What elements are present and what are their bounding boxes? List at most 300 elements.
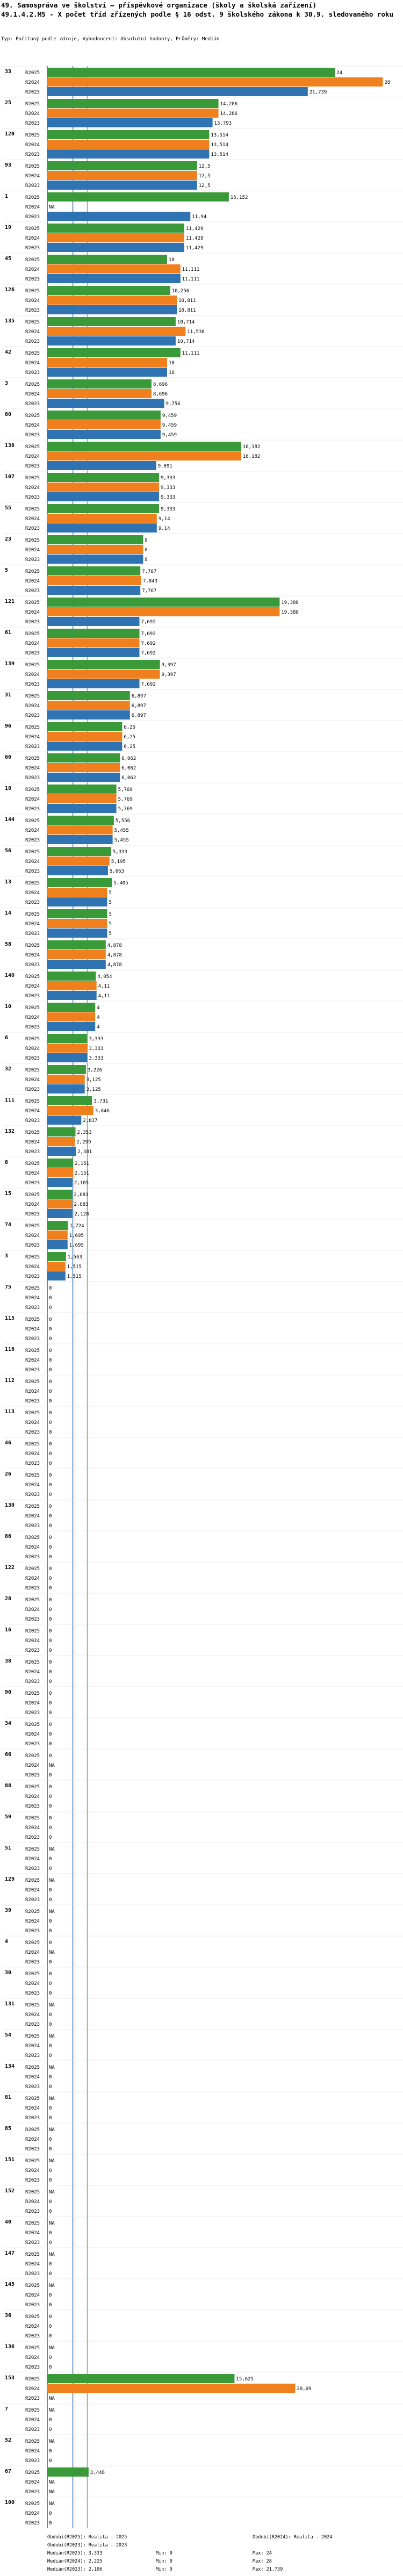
series-label: R2025 [25, 1629, 40, 1634]
group-label: 140 [5, 973, 15, 978]
bar-value-label: 5,455 [114, 838, 129, 843]
bar-value-label: 0 [49, 1336, 52, 1342]
series-label: R2025 [25, 1878, 40, 1883]
group-label: 15 [5, 1191, 12, 1197]
bar [47, 1044, 87, 1053]
bar-value-label: 5,769 [118, 787, 133, 793]
bar-value-label: 0 [49, 2022, 52, 2027]
bar-value-label: 11,111 [182, 277, 200, 282]
bar-value-label: 0 [49, 2314, 52, 2320]
series-label: R2025 [25, 2501, 40, 2507]
group-label: 7 [5, 2406, 9, 2412]
series-label: R2025 [25, 164, 40, 169]
group-label: 34 [5, 1721, 12, 1726]
series-label: R2023 [25, 1617, 40, 1622]
bar-value-label: 0 [49, 1305, 52, 1311]
series-label: R2023 [25, 1555, 40, 1560]
group-label: 122 [5, 1565, 15, 1571]
series-label: R2024 [25, 392, 40, 397]
bar-value-label: 9,397 [161, 663, 176, 668]
series-label: R2024 [25, 2480, 40, 2485]
series-label: R2023 [25, 557, 40, 563]
series-label: R2025 [25, 289, 40, 294]
series-label: R2025 [25, 1504, 40, 1509]
bar-value-label: 0 [49, 1545, 52, 1550]
series-label: R2024 [25, 859, 40, 865]
group-label: 54 [5, 2032, 12, 2038]
bar [47, 1127, 76, 1136]
bar-value-label: 0 [49, 2458, 52, 2464]
bar-value-label: 15,625 [236, 2377, 254, 2382]
series-label: R2025 [25, 1130, 40, 1135]
group-label: 93 [5, 162, 12, 168]
bar [47, 576, 141, 585]
series-label: R2024 [25, 2199, 40, 2205]
bar-value-label: 13,514 [211, 133, 228, 138]
chart-subtitle: Typ: Počitaný podle zdroje, Vyhodnocení: Absolutní hodnoty, Průměry: Medián [1, 37, 220, 42]
bar-value-label: 7,767 [142, 588, 157, 594]
bar-value-label: 4,878 [107, 962, 122, 968]
bar-value-label: 0 [49, 2075, 52, 2080]
series-label: R2023 [25, 900, 40, 905]
group-label: 144 [5, 817, 15, 823]
bar-value-label: 4,054 [97, 974, 112, 980]
series-label: R2024 [25, 1046, 40, 1052]
group-label: 120 [5, 131, 15, 137]
series-label: R2023 [25, 152, 40, 157]
group-label: 121 [5, 599, 15, 605]
bar [47, 679, 140, 688]
bar [47, 981, 97, 990]
bar [47, 224, 184, 233]
bar-value-label: 16,182 [242, 454, 261, 459]
series-label: R2024 [25, 329, 40, 335]
series-label: R2025 [25, 2096, 40, 2102]
series-label: R2023 [25, 121, 40, 126]
group-label: 28 [5, 1596, 12, 1602]
series-label: R2023 [25, 713, 40, 718]
series-label: R2023 [25, 401, 40, 407]
series-label: R2023 [25, 2302, 40, 2308]
bar [47, 545, 143, 554]
series-label: R2025 [25, 2221, 40, 2226]
series-label: R2023 [25, 2116, 40, 2121]
bar-value-label: 2,151 [74, 1161, 90, 1167]
bar-value-label: 13,514 [211, 142, 228, 148]
series-label: R2025 [25, 1037, 40, 1042]
bar [47, 804, 117, 813]
bar [47, 461, 156, 470]
bar-value-label: 5,769 [118, 807, 133, 812]
series-label: R2023 [25, 1212, 40, 1217]
bar-value-label: 5 [109, 931, 112, 937]
series-label: R2023 [25, 775, 40, 781]
bar-value-label: 0 [49, 1379, 52, 1385]
bar-value-label: 19,388 [281, 600, 299, 606]
bar-value-label: NA [49, 1847, 55, 1852]
bar-value-label: 24 [336, 70, 343, 76]
bar-value-label: 2,837 [83, 1118, 98, 1124]
series-label: R2024 [25, 1389, 40, 1394]
bar [47, 504, 159, 513]
bar-value-label: 0 [49, 2178, 52, 2183]
series-label: R2023 [25, 588, 40, 594]
bar [47, 1231, 68, 1240]
series-label: R2023 [25, 1991, 40, 1996]
series-label: R2024 [25, 1358, 40, 1363]
bar [47, 1053, 87, 1062]
series-label: R2025 [25, 881, 40, 886]
bar-value-label: 9,459 [162, 423, 177, 428]
bar [47, 87, 308, 96]
series-label: R2025 [25, 351, 40, 356]
series-label: R2023 [25, 1866, 40, 1872]
series-label: R2024 [25, 2075, 40, 2080]
group-label: 23 [5, 536, 12, 542]
group-label: 10 [5, 1004, 12, 1010]
footer-cell: Max: 28 [253, 2559, 272, 2564]
bar [47, 389, 152, 398]
bar-value-label: 0 [49, 1638, 52, 1644]
bar [47, 492, 159, 501]
bar-value-label: 3,333 [89, 1046, 104, 1052]
bar [47, 243, 184, 252]
series-label: R2025 [25, 2034, 40, 2039]
series-label: R2025 [25, 2252, 40, 2257]
bar-value-label: 4,11 [98, 994, 110, 999]
series-label: R2024 [25, 1483, 40, 1488]
series-label: R2025 [25, 694, 40, 699]
series-label: R2025 [25, 195, 40, 200]
bar-value-label: 0 [49, 1835, 52, 1840]
series-label: R2023 [25, 1742, 40, 1747]
bar-value-label: 0 [49, 1461, 52, 1466]
bar-value-label: 10 [169, 257, 175, 263]
series-label: R2023 [25, 1679, 40, 1685]
series-label: R2024 [25, 1794, 40, 1800]
series-label: R2024 [25, 1109, 40, 1114]
group-label: 81 [5, 2095, 12, 2100]
bar-value-label: 5,063 [109, 869, 124, 874]
bar-value-label: 0 [49, 1816, 52, 1821]
series-label: R2025 [25, 2158, 40, 2164]
bar-value-label: 14,286 [220, 102, 238, 107]
series-label: R2025 [25, 756, 40, 761]
bar-value-label: 0 [49, 1492, 52, 1498]
bar-value-label: 3,125 [86, 1087, 101, 1092]
series-label: R2023 [25, 931, 40, 937]
series-label: R2023 [25, 464, 40, 469]
group-label: 38 [5, 1658, 12, 1664]
bar-value-label: 7,692 [141, 651, 156, 656]
series-label: R2025 [25, 2314, 40, 2320]
bar [47, 523, 157, 533]
series-label: R2025 [25, 1255, 40, 1260]
bar-value-label: NA [49, 2221, 55, 2226]
group-label: 26 [5, 1471, 12, 1477]
bar [47, 825, 113, 834]
bar-value-label: 0 [49, 1607, 52, 1613]
series-label: R2024 [25, 298, 40, 304]
series-label: R2025 [25, 1660, 40, 1665]
bar-value-label: 11,111 [182, 267, 200, 272]
group-label: 16 [5, 1627, 12, 1633]
bar-value-label: 4,878 [107, 943, 122, 948]
group-label: 130 [5, 1502, 15, 1508]
bar-value-label: 0 [49, 1473, 52, 1478]
series-label: R2023 [25, 1305, 40, 1311]
bar-value-label: 0 [49, 1576, 52, 1581]
series-label: R2024 [25, 1296, 40, 1301]
bar-value-label: 0 [49, 2365, 52, 2370]
bar-value-label: 0 [49, 1960, 52, 1965]
series-label: R2024 [25, 1732, 40, 1737]
series-label: R2025 [25, 1940, 40, 1946]
series-label: R2023 [25, 1399, 40, 1404]
bar-value-label: 0 [49, 1660, 52, 1665]
series-label: R2023 [25, 1492, 40, 1498]
bar-value-label: 0 [49, 1514, 52, 1519]
bar-value-label: NA [49, 2190, 55, 2195]
group-label: 60 [5, 754, 12, 760]
bar-value-label: 0 [49, 2137, 52, 2142]
series-label: R2024 [25, 766, 40, 771]
bar-value-label: NA [49, 2003, 55, 2008]
bar-value-label: 12,5 [198, 174, 211, 179]
group-label: 86 [5, 1534, 12, 1539]
series-label: R2025 [25, 1411, 40, 1416]
group-label: 90 [5, 1689, 12, 1695]
series-label: R2025 [25, 1379, 40, 1385]
group-label: 56 [5, 848, 12, 854]
bar [47, 171, 197, 180]
series-label: R2024 [25, 174, 40, 179]
series-label: R2023 [25, 277, 40, 282]
series-label: R2023 [25, 620, 40, 625]
group-label: 152 [5, 2188, 15, 2194]
bar [47, 1065, 86, 1074]
bar-value-label: NA [49, 2489, 55, 2495]
series-label: R2025 [25, 1691, 40, 1696]
bar-value-label: 13,793 [214, 121, 232, 126]
bar-value-label: 3,333 [89, 1037, 104, 1042]
series-label: R2024 [25, 2262, 40, 2267]
bar [47, 991, 97, 1000]
bar [47, 1252, 66, 1261]
series-label: R2024 [25, 516, 40, 522]
series-label: R2023 [25, 2271, 40, 2277]
group-label: 96 [5, 723, 12, 729]
bar [47, 940, 106, 949]
bar-value-label: NA [49, 2396, 55, 2401]
bar-value-label: 0 [49, 1420, 52, 1426]
bar [47, 1209, 73, 1218]
bar [47, 785, 117, 794]
bar-value-label: NA [49, 2439, 55, 2444]
group-label: 135 [5, 318, 15, 324]
series-label: R2024 [25, 548, 40, 553]
bar [47, 794, 117, 803]
bar-value-label: 0 [49, 1617, 52, 1622]
series-label: R2023 [25, 1274, 40, 1279]
series-label: R2025 [25, 133, 40, 138]
bar-value-label: NA [49, 2158, 55, 2164]
footer-cell: Období(R2025): Realita - 2025 [47, 2535, 127, 2540]
series-label: R2025 [25, 2345, 40, 2351]
series-label: R2025 [25, 476, 40, 481]
bar [47, 1178, 73, 1187]
bar-value-label: 16,182 [242, 444, 261, 450]
bar-value-label: 15,152 [230, 195, 248, 200]
series-label: R2024 [25, 111, 40, 117]
bar-value-label: 2,151 [74, 1171, 90, 1176]
series-label: R2023 [25, 1149, 40, 1155]
bar [47, 140, 209, 149]
bar-value-label: 2,299 [76, 1140, 91, 1145]
group-label: 151 [5, 2157, 15, 2163]
series-label: R2025 [25, 2065, 40, 2070]
series-label: R2025 [25, 2190, 40, 2195]
bar [47, 929, 107, 938]
bar-value-label: 0 [49, 2427, 52, 2433]
bar-value-label: 0 [49, 2168, 52, 2174]
bar-value-label: 0 [49, 1701, 52, 1706]
bar-value-label: NA [49, 2408, 55, 2413]
bar-value-label: 6,062 [121, 766, 136, 771]
series-label: R2025 [25, 974, 40, 980]
bar [47, 950, 106, 959]
bar [47, 763, 120, 772]
series-label: R2025 [25, 2408, 40, 2413]
bar [47, 660, 160, 669]
series-label: R2025 [25, 912, 40, 917]
series-label: R2024 [25, 1576, 40, 1581]
bar-value-label: 0 [49, 1555, 52, 1560]
series-label: R2025 [25, 226, 40, 232]
series-label: R2024 [25, 1950, 40, 1955]
bar-value-label: 3,125 [86, 1077, 101, 1083]
series-label: R2025 [25, 444, 40, 450]
bar [47, 909, 107, 918]
bar-value-label: 0 [49, 1483, 52, 1488]
bar-value-label: 0 [49, 1629, 52, 1634]
group-label: 6 [5, 1035, 9, 1041]
bar [47, 1199, 73, 1208]
bar [47, 305, 177, 314]
bar-value-label: 11,111 [182, 351, 200, 356]
bar [47, 130, 209, 139]
series-label: R2024 [25, 2324, 40, 2329]
bar [47, 1012, 95, 1021]
series-label: R2024 [25, 485, 40, 491]
bar [47, 866, 108, 875]
series-label: R2025 [25, 507, 40, 512]
bar [47, 1022, 95, 1031]
series-label: R2024 [25, 2106, 40, 2111]
bar [47, 586, 140, 595]
series-label: R2024 [25, 797, 40, 802]
bar-value-label: 0 [49, 1598, 52, 1603]
bar [47, 192, 229, 202]
series-label: R2023 [25, 1336, 40, 1342]
series-label: R2024 [25, 1015, 40, 1020]
series-label: R2025 [25, 631, 40, 637]
bar-value-label: 7,692 [141, 682, 156, 687]
bar-value-label: 5 [109, 900, 112, 905]
series-label: R2024 [25, 454, 40, 459]
bar-value-label: 10,256 [171, 289, 190, 294]
series-label: R2023 [25, 90, 40, 95]
bar-value-label: 2,381 [77, 1149, 92, 1155]
series-label: R2023 [25, 2240, 40, 2246]
series-label: R2025 [25, 413, 40, 419]
bar-value-label: 21,739 [309, 90, 327, 95]
bar-value-label: NA [49, 1878, 55, 1883]
bar-value-label: 0 [49, 2012, 52, 2018]
bar-value-label: 0 [49, 1742, 52, 1747]
bar-value-label: 11,429 [185, 246, 204, 251]
footer-cell: Max: 21,739 [253, 2567, 283, 2572]
group-label: 3 [5, 380, 9, 386]
bar [47, 286, 170, 295]
bar-value-label: 0 [49, 2262, 52, 2267]
series-label: R2024 [25, 2449, 40, 2454]
bar [47, 670, 160, 679]
series-label: R2023 [25, 2365, 40, 2370]
bar-value-label: 3,448 [90, 2470, 105, 2476]
bar [47, 742, 122, 751]
bar-value-label: 6,062 [121, 756, 136, 761]
series-label: R2024 [25, 2417, 40, 2423]
group-label: 100 [5, 2500, 15, 2506]
series-label: R2023 [25, 962, 40, 968]
bar-value-label: 0 [49, 2293, 52, 2298]
bar-value-label: 5 [109, 922, 112, 927]
series-label: R2023 [25, 1461, 40, 1466]
bar-value-label: 9,14 [158, 516, 170, 522]
bar-value-label: 0 [49, 1857, 52, 1862]
group-label: 33 [5, 69, 12, 75]
series-label: R2023 [25, 1025, 40, 1030]
bar-value-label: 6,25 [124, 735, 136, 740]
series-label: R2024 [25, 1638, 40, 1644]
bar-value-label: 3,226 [87, 1068, 103, 1073]
series-label: R2023 [25, 1648, 40, 1653]
bar-value-label: 0 [49, 1327, 52, 1332]
bar-value-label: 6,25 [124, 725, 136, 730]
series-label: R2025 [25, 538, 40, 543]
bar [47, 77, 383, 87]
series-label: R2023 [25, 2396, 40, 2401]
bar-value-label: 0 [49, 1399, 52, 1404]
group-label: 132 [5, 1128, 15, 1134]
bar-value-label: 0 [49, 1348, 52, 1354]
series-label: R2025 [25, 1224, 40, 1229]
series-label: R2024 [25, 205, 40, 210]
series-label: R2024 [25, 2043, 40, 2049]
series-label: R2023 [25, 433, 40, 438]
series-label: R2025 [25, 320, 40, 325]
series-label: R2023 [25, 1430, 40, 1435]
series-label: R2023 [25, 1710, 40, 1716]
series-label: R2023 [25, 838, 40, 843]
bar-value-label: 7,692 [141, 620, 156, 625]
bar [47, 1159, 73, 1168]
group-label: 75 [5, 1284, 12, 1290]
series-label: R2023 [25, 2022, 40, 2027]
bar [47, 1271, 66, 1280]
series-label: R2024 [25, 361, 40, 366]
